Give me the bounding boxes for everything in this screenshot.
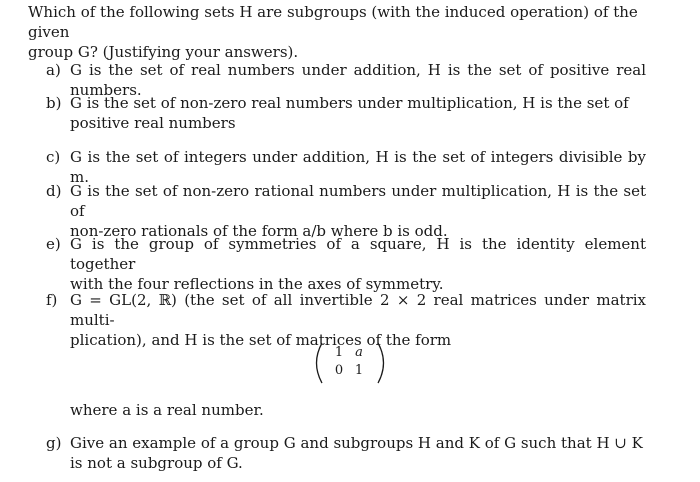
matrix-cell-r2c2: 1: [354, 363, 364, 378]
item-text-line-2: is not a subgroup of G.: [70, 454, 243, 472]
item-e: [46, 234, 646, 294]
item-text-line-2: plication), and H is the set of matrices of the form: [70, 331, 452, 349]
matrix-cell-r1c2: a: [355, 345, 363, 360]
item-text-line-1: G is the set of real numbers under addition, H is the set of positive real numbers.: [70, 61, 646, 99]
matrix-condition: where a is a real number.: [70, 401, 264, 419]
item-text-line-1: Give an example of a group G and subgroups H and K of G such that H ∪ K: [70, 434, 643, 452]
matrix-parentheses: [310, 340, 390, 386]
item-text-line-1: G is the set of non-zero rational numbers under multiplication, H is the set of: [70, 182, 646, 220]
item-text-line-2: non-zero rationals of the form a/b where b is odd.: [70, 222, 448, 240]
item-text-line-1: G is the set of non-zero real numbers under multiplication, H is the set of: [70, 94, 629, 112]
item-b: [46, 93, 646, 133]
item-label: e): [46, 235, 61, 253]
item-text-line-1: G = GL(2, ℝ) (the set of all invertible 2 × 2 real matrices under matrix multi-: [70, 291, 646, 329]
item-label: a): [46, 61, 61, 79]
item-label: b): [46, 94, 62, 112]
intro-line-2: group G? (Justifying your answers).: [28, 43, 299, 61]
matrix-cell-r1c1: 1: [334, 345, 344, 360]
question-intro: [28, 2, 668, 62]
item-text-line-1: G is the group of symmetries of a square, H is the identity element together: [70, 235, 646, 273]
item-text-line-2: with the four reflections in the axes of symmetry.: [70, 275, 444, 293]
matrix-cell-r2c1: 0: [334, 363, 344, 378]
intro-line-1: Which of the following sets H are subgroups (with the induced operation) of the given: [28, 3, 638, 41]
item-label: c): [46, 148, 61, 166]
item-text-line-2: positive real numbers: [70, 114, 236, 132]
matrix-2x2: [310, 340, 390, 386]
item-g: [46, 433, 646, 473]
item-label: f): [46, 291, 58, 309]
item-label: g): [46, 434, 62, 452]
item-label: d): [46, 182, 62, 200]
item-d: [46, 181, 646, 241]
item-text-line-1: G is the set of integers under addition, H is the set of integers divisible by m.: [70, 148, 646, 186]
